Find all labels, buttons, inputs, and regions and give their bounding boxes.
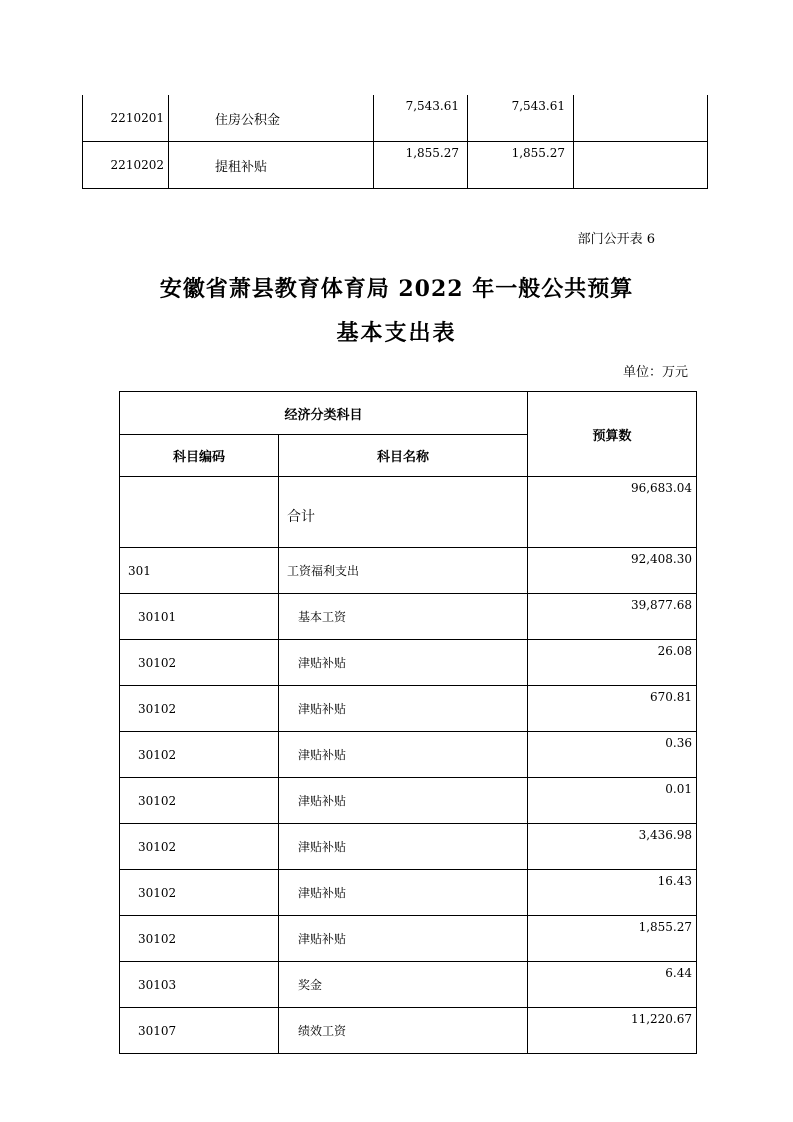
table-row [120,732,697,778]
subject-name: 奖金 [279,962,528,1008]
page-title: 安徽省萧县教育体育局 2022 年一般公共预算 [159,276,634,302]
amount-cell: 7,543.61 [374,95,468,142]
subject-code: 30102 [120,870,279,916]
table-row [120,962,697,1008]
budget-table [119,391,697,1054]
table-row [120,1008,697,1054]
table-row [120,778,697,824]
table-row [120,686,697,732]
subject-code: 2210201 [83,95,169,142]
subject-name: 津贴补贴 [279,686,528,732]
budget-amount: 0.01 [528,778,697,824]
amount-cell [574,142,708,189]
subject-name: 绩效工资 [279,1008,528,1054]
budget-amount: 16.43 [528,870,697,916]
table-row [120,548,697,594]
header-subject-code: 科目编码 [120,435,279,477]
subject-code: 301 [120,548,279,594]
subject-name: 津贴补贴 [279,640,528,686]
subject-code: 30101 [120,594,279,640]
budget-amount: 26.08 [528,640,697,686]
subject-name: 津贴补贴 [279,870,528,916]
header-economic-category: 经济分类科目 [120,392,528,435]
subject-code: 30102 [120,640,279,686]
budget-amount: 1,855.27 [528,916,697,962]
budget-amount: 6.44 [528,962,697,1008]
total-label: 合计 [279,477,528,548]
amount-cell [574,95,708,142]
subject-name: 津贴补贴 [279,732,528,778]
subject-code: 30103 [120,962,279,1008]
subject-code: 2210202 [83,142,169,189]
subject-code: 30102 [120,916,279,962]
subject-code: 30102 [120,778,279,824]
subject-name: 工资福利支出 [279,548,528,594]
table-row [120,824,697,870]
table-row [120,594,697,640]
table-row [83,95,708,142]
subject-name: 津贴补贴 [279,916,528,962]
budget-amount: 92,408.30 [528,548,697,594]
budget-amount: 39,877.68 [528,594,697,640]
unit-label: 单位：万元 [622,365,688,380]
total-amount: 96,683.04 [528,477,697,548]
subject-name: 住房公积金 [169,95,374,142]
subject-name: 基本工资 [279,594,528,640]
previous-table-continuation [82,95,708,189]
header-budget-amount: 预算数 [528,392,697,477]
table-number: 部门公开表 6 [577,232,655,247]
header-subject-name: 科目名称 [279,435,528,477]
subject-name: 津贴补贴 [279,824,528,870]
table-row [120,870,697,916]
table-row [120,640,697,686]
budget-amount: 670.81 [528,686,697,732]
subject-name: 津贴补贴 [279,778,528,824]
subject-name: 提租补贴 [169,142,374,189]
subject-code: 30102 [120,686,279,732]
table-row [120,916,697,962]
subject-code: 30102 [120,732,279,778]
page-subtitle: 基本支出表 [336,320,457,346]
subject-code: 30102 [120,824,279,870]
subject-code: 30107 [120,1008,279,1054]
amount-cell: 1,855.27 [374,142,468,189]
total-code [120,477,279,548]
budget-amount: 11,220.67 [528,1008,697,1054]
budget-amount: 0.36 [528,732,697,778]
table-row [83,142,708,189]
budget-amount: 3,436.98 [528,824,697,870]
total-row [120,477,697,548]
amount-cell: 1,855.27 [468,142,574,189]
amount-cell: 7,543.61 [468,95,574,142]
